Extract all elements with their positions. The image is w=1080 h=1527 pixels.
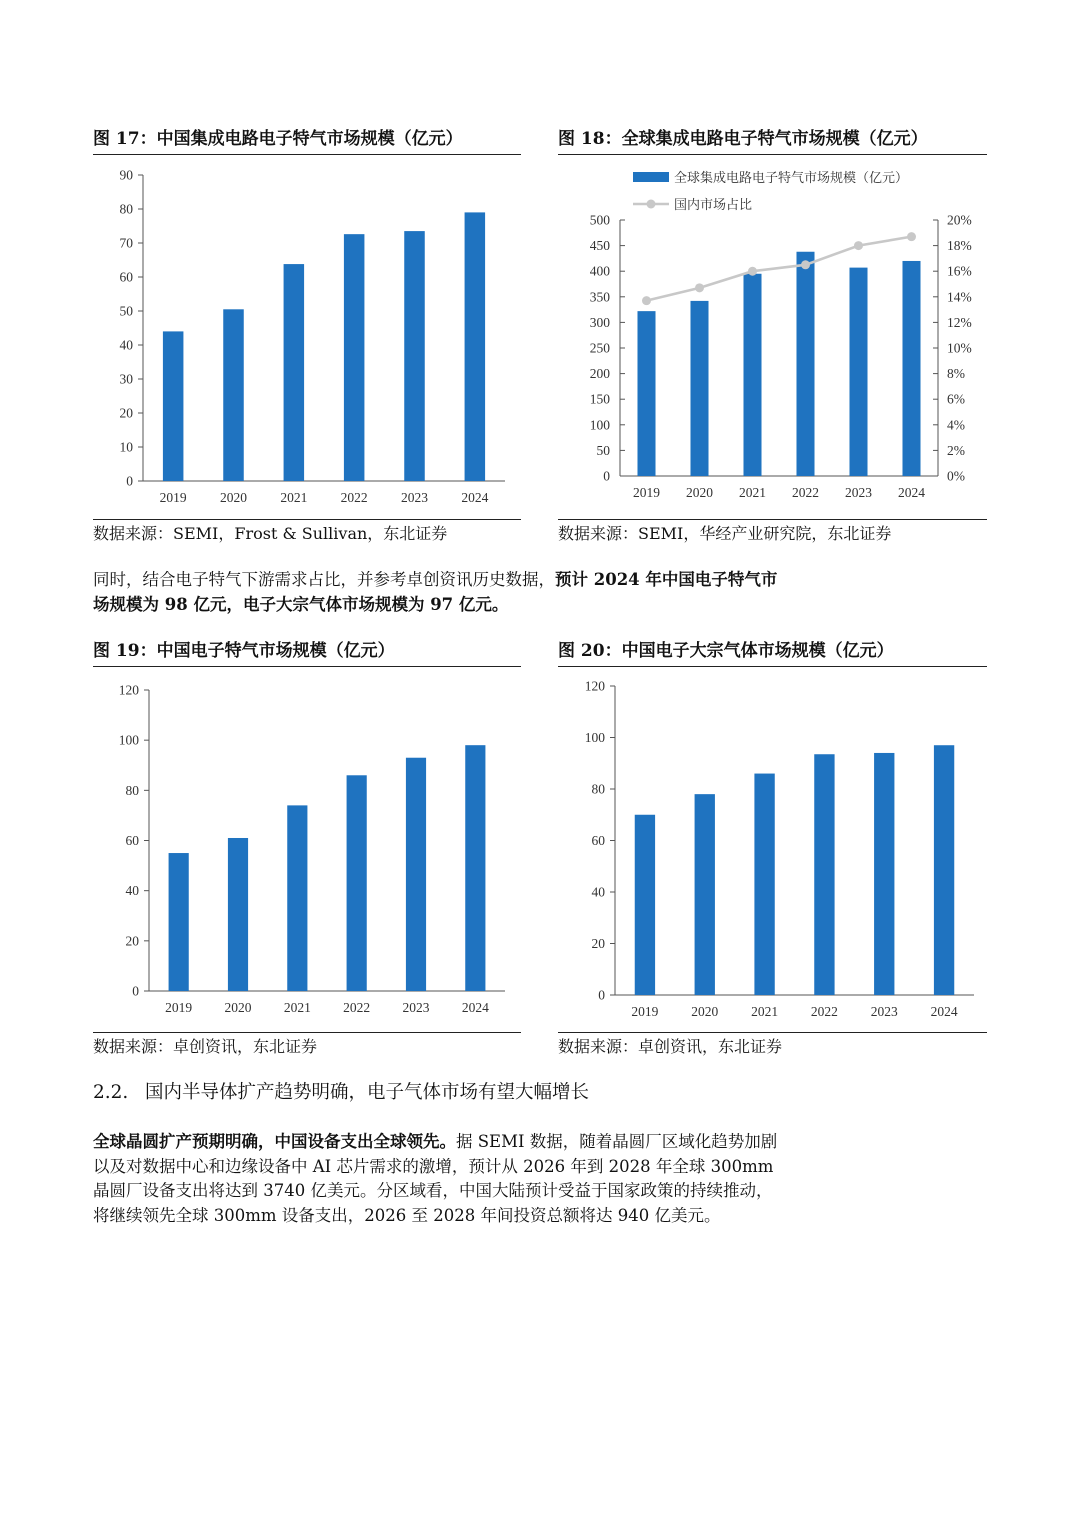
- x-tick-label: 2019: [631, 1004, 659, 1019]
- y2-tick-label: 4%: [947, 417, 965, 433]
- bar: [902, 261, 920, 476]
- fig17-title: 图 17：中国集成电路电子特气市场规模（亿元）: [93, 128, 521, 155]
- y-tick-label: 20: [591, 936, 605, 951]
- x-tick-label: 2022: [810, 1004, 838, 1019]
- bar: [874, 753, 894, 995]
- y-tick-label: 30: [119, 371, 133, 387]
- bar: [934, 745, 954, 995]
- y2-tick-label: 0%: [947, 468, 965, 484]
- paragraph-wafer-expansion-text: 据 SEMI 数据，随着晶圆厂区域化趋势加剧以及对数据中心和边缘设备中 AI 芯片需求的激增，预计从 2026 年到 2028 年全球 300mm 晶圆厂设备支出将达到 3740 亿美元。分区域看，中国大陆预计受益于国家政策的持续推动，将继续领先全球 300mm 设备支出，2026 至 2028 年间投资总额将达 940 亿美元。: [93, 1132, 778, 1225]
- x-tick-label: 2023: [870, 1004, 898, 1019]
- legend-bar-swatch: [633, 172, 669, 182]
- y-tick-label: 60: [119, 269, 133, 285]
- y-tick-label: 250: [589, 340, 610, 356]
- paragraph-market-forecast-text: 同时，结合电子特气下游需求占比，并参考卓创资讯历史数据，: [93, 570, 555, 589]
- bar: [465, 212, 486, 481]
- share-point: [642, 296, 651, 305]
- paragraph-wafer-expansion-highlight: 全球晶圆扩产预期明确，中国设备支出全球领先。: [93, 1132, 456, 1151]
- y-tick-label: 120: [118, 682, 139, 698]
- share-point: [907, 232, 916, 241]
- bar: [465, 745, 485, 991]
- y2-tick-label: 16%: [947, 263, 972, 279]
- bar: [637, 311, 655, 476]
- share-point: [854, 241, 863, 250]
- fig20-source: 数据来源：卓创资讯，东北证券: [558, 1032, 987, 1058]
- paragraph-market-forecast-highlight: 预计 2024 年中国电子特气市场规模为 98 亿元，电子大宗气体市场规模为 97 亿元。: [93, 570, 778, 614]
- y-tick-label: 100: [589, 417, 610, 433]
- y-tick-label: 60: [125, 833, 139, 848]
- x-tick-label: 2019: [165, 1000, 193, 1015]
- share-line: [647, 237, 912, 301]
- bar: [223, 309, 244, 481]
- paragraph-wafer-expansion: [93, 1130, 781, 1228]
- fig18-title: 图 18：全球集成电路电子特气市场规模（亿元）: [558, 128, 987, 155]
- x-tick-label: 2022: [343, 1000, 371, 1015]
- bar: [344, 234, 365, 481]
- bar: [849, 268, 867, 476]
- x-tick-label: 2021: [283, 1000, 311, 1015]
- y2-tick-label: 2%: [947, 442, 965, 458]
- y2-tick-label: 18%: [947, 238, 972, 254]
- share-point: [801, 260, 810, 269]
- x-tick-label: 2023: [402, 1000, 430, 1015]
- fig18-chart: [558, 158, 988, 518]
- share-point: [695, 283, 704, 292]
- y-tick-label: 200: [589, 366, 610, 382]
- y2-tick-label: 20%: [947, 212, 972, 228]
- y-tick-label: 40: [119, 337, 133, 353]
- fig17-source: 数据来源：SEMI，Frost & Sullivan，东北证券: [93, 519, 521, 545]
- y-tick-label: 80: [119, 201, 133, 217]
- y2-tick-label: 14%: [947, 289, 972, 305]
- bar: [284, 264, 305, 481]
- y2-tick-label: 12%: [947, 314, 972, 330]
- bar: [796, 252, 814, 476]
- x-tick-label: 2021: [280, 490, 308, 505]
- fig18-source: 数据来源：SEMI，华经产业研究院，东北证券: [558, 519, 987, 545]
- x-tick-label: 2022: [792, 485, 819, 500]
- y-tick-label: 0: [598, 987, 605, 1003]
- x-tick-label: 2024: [930, 1004, 958, 1019]
- y-tick-label: 500: [589, 212, 610, 228]
- y-tick-label: 20: [119, 405, 133, 421]
- x-tick-label: 2024: [461, 490, 489, 505]
- y-tick-label: 40: [591, 884, 605, 900]
- section-title: 国内半导体扩产趋势明确，电子气体市场有望大幅增长: [145, 1082, 590, 1103]
- fig20-chart: [558, 670, 988, 1031]
- bar: [404, 231, 425, 481]
- y-tick-label: 50: [596, 442, 610, 458]
- y-tick-label: 70: [119, 235, 133, 251]
- bar: [743, 274, 761, 476]
- y-tick-label: 100: [584, 730, 605, 745]
- bar: [814, 754, 834, 995]
- x-tick-label: 2022: [340, 490, 368, 505]
- x-tick-label: 2024: [461, 1000, 489, 1015]
- bar: [228, 838, 248, 991]
- x-tick-label: 2020: [691, 1004, 719, 1019]
- x-tick-label: 2020: [224, 1000, 252, 1015]
- x-tick-label: 2023: [845, 485, 872, 500]
- x-tick-label: 2019: [633, 485, 660, 500]
- y-tick-label: 10: [119, 439, 133, 455]
- x-tick-label: 2019: [159, 490, 187, 505]
- x-tick-label: 2023: [401, 490, 428, 505]
- bar: [163, 331, 184, 481]
- y-tick-label: 300: [589, 314, 610, 330]
- fig19-chart: [93, 670, 523, 1031]
- fig20-title: 图 20：中国电子大宗气体市场规模（亿元）: [558, 640, 987, 667]
- y-tick-label: 0: [132, 983, 139, 999]
- x-tick-label: 2020: [686, 485, 713, 500]
- y-tick-label: 350: [589, 289, 610, 305]
- y2-tick-label: 8%: [947, 366, 965, 382]
- y-tick-label: 120: [584, 678, 605, 694]
- share-point: [748, 267, 757, 276]
- x-tick-label: 2021: [739, 485, 766, 500]
- y-tick-label: 450: [589, 238, 610, 254]
- y-tick-label: 40: [125, 883, 139, 899]
- x-tick-label: 2024: [898, 485, 925, 500]
- legend-bar-label: 全球集成电路电子特气市场规模（亿元）: [674, 170, 909, 185]
- fig19-title: 图 19：中国电子特气市场规模（亿元）: [93, 640, 521, 667]
- section-number: 2.2.: [93, 1082, 129, 1103]
- y-tick-label: 20: [125, 933, 139, 949]
- y2-tick-label: 6%: [947, 391, 965, 407]
- fig17-chart: [93, 158, 523, 518]
- y-tick-label: 0: [603, 468, 610, 484]
- x-tick-label: 2020: [220, 490, 247, 505]
- y-tick-label: 90: [119, 167, 133, 183]
- y-tick-label: 100: [118, 732, 139, 748]
- y-tick-label: 150: [589, 391, 610, 407]
- bar: [695, 794, 715, 995]
- bar: [169, 853, 189, 991]
- y2-tick-label: 10%: [947, 340, 972, 356]
- paragraph-market-forecast: [93, 568, 781, 617]
- y-tick-label: 50: [119, 303, 133, 319]
- y-tick-label: 0: [126, 473, 133, 489]
- legend-line-label: 国内市场占比: [674, 197, 753, 212]
- legend-line-marker: [647, 200, 656, 209]
- bar: [287, 805, 307, 991]
- bar: [347, 775, 367, 991]
- section-heading: [93, 1080, 589, 1106]
- fig19-source: 数据来源：卓创资讯，东北证券: [93, 1032, 521, 1058]
- x-tick-label: 2021: [751, 1004, 779, 1019]
- y-tick-label: 80: [591, 781, 605, 797]
- y-tick-label: 60: [591, 833, 605, 848]
- bar: [406, 758, 426, 991]
- y-tick-label: 400: [589, 263, 610, 279]
- y-tick-label: 80: [125, 782, 139, 798]
- bar: [754, 774, 774, 995]
- bar: [690, 301, 708, 476]
- bar: [635, 815, 655, 995]
